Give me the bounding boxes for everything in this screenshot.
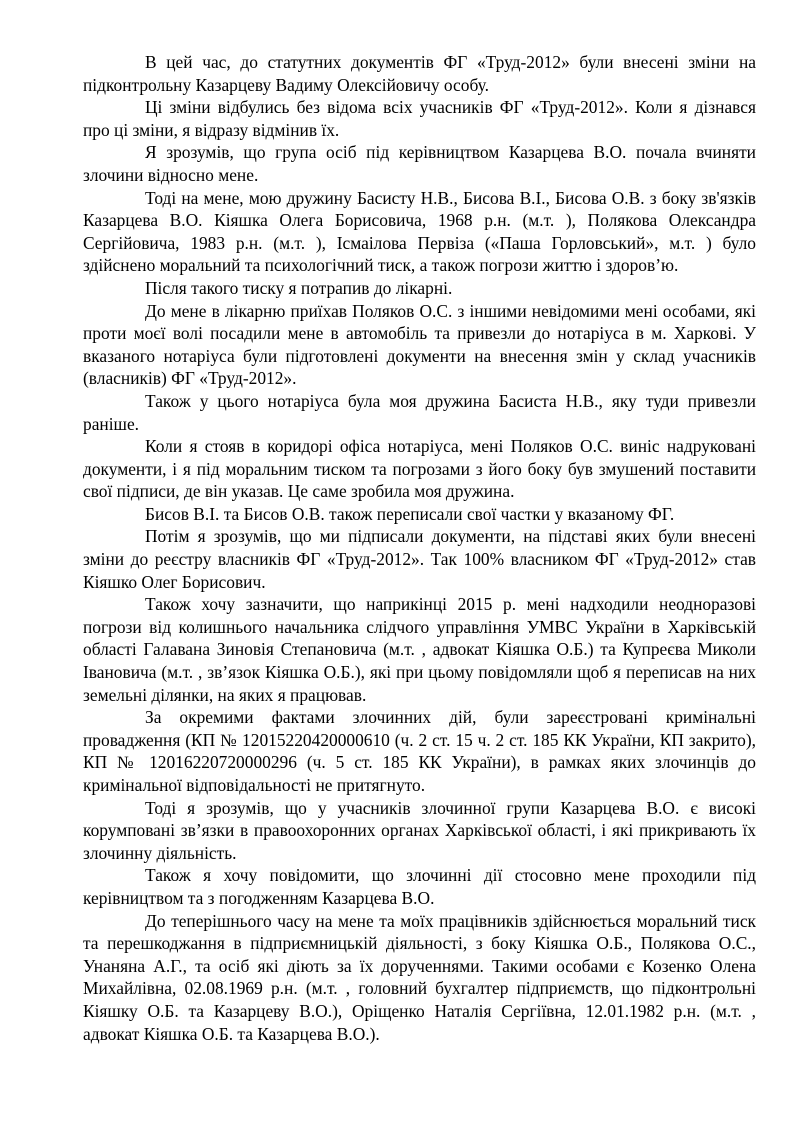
paragraph-15: До теперішнього часу на мене та моїх працівників здійснюється моральний тиск та перешкоджання в підприємницькій діяльності, з боку Кіяшка О.Б., Полякова О.С., Унаняна А.Г., та осіб які діють за їх дорученнями. Такими особами є Козенко Олена Михайлівна, 02.08.1969 р.н. (м.т. , головний бухгалтер підприємств, що підконтрольні Кіяшку О.Б. та Казарцеву В.О.), Оріщенко Наталія Сергіївна, 12.01.1982 р.н. (м.т. , адвокат Кіяшка О.Б. та Казарцева В.О.). bbox=[83, 910, 756, 1044]
paragraph-7: Також у цього нотаріуса була моя дружина Басиста Н.В., яку туди привезли раніше. bbox=[83, 390, 756, 434]
paragraph-13: Тоді я зрозумів, що у учасників злочинної групи Казарцева В.О. є високі корумповані зв’язки в правоохоронних органах Харківської області, і які прикривають їх злочинну діяльність. bbox=[83, 797, 756, 863]
paragraph-9: Бисов В.І. та Бисов О.В. також переписали свої частки у вказаному ФГ. bbox=[145, 503, 675, 524]
document-page bbox=[83, 51, 756, 1045]
paragraph-1: В цей час, до статутних документів ФГ «Труд-2012» були внесені зміни на підконтрольну Казарцеву Вадиму Олексійовичу особу. bbox=[83, 52, 756, 95]
paragraph-12: За окремими фактами злочинних дій, були зареєстровані кримінальні провадження (КП № 12015220420000610 (ч. 2 ст. 15 ч. 2 ст. 185 КК України, КП закрито), КП № 12016220720000296 (ч. 5 ст. 185 КК України), в рамках яких злочинців до кримінальної відповідальності не притягнуто. bbox=[83, 707, 756, 795]
paragraph-11: Також хочу зазначити, що наприкінці 2015 р. мені надходили неодноразові погрози від колишнього начальника слідчого управління УМВС України в Харківській області Галавана Зиновія Степановича (м.т. , адвокат Кіяшка О.Б.) та Купреєва Миколи Івановича (м.т. , зв’язок Кіяшка О.Б.), які при цьому повідомляли щоб я переписав на них земельні ділянки, на яких я працював. bbox=[83, 594, 756, 705]
paragraph-10: Потім я зрозумів, що ми підписали документи, на підставі яких були внесені зміни до реєстру власників ФГ «Труд-2012». Так 100% власником ФГ «Труд-2012» став Кіяшко Олег Борисович. bbox=[83, 526, 756, 592]
paragraph-6: До мене в лікарню приїхав Поляков О.С. з іншими невідомими мені особами, які проти моєї волі посадили мене в автомобіль та привезли до нотаріуса в м. Харкові. У вказаного нотаріуса були підготовлені документи на внесення змін у склад учасників (власників) ФГ «Труд-2012». bbox=[83, 300, 756, 389]
paragraph-2: Ці зміни відбулись без відома всіх учасників ФГ «Труд-2012». Коли я дізнався про ці зміни, я відразу відмінив їх. bbox=[83, 97, 756, 140]
paragraph-3: Я зрозумів, що група осіб під керівництвом Казарцева В.О. почала вчиняти злочини відносно мене. bbox=[83, 142, 756, 185]
paragraph-4: Тоді на мене, мою дружину Басисту Н.В., Бисова В.І., Бисова О.В. з боку зв'язків Казарцева В.О. Кіяшка Олега Борисовича, 1968 р.н. (м.т. ), Полякова Олександра Сергійовича, 1983 р.н. (м.т. ), Ісмаілова Первіза («Паша Горловський», м.т. ) було здійснено моральний та психологічний тиск, а також погрози життю і здоров’ю. bbox=[83, 187, 756, 276]
paragraph-8: Коли я стояв в коридорі офіса нотаріуса, мені Поляков О.С. виніс надруковані документи, і я під моральним тиском та погрозами з його боку був змушений поставити свої підписи, де він указав. Це саме зробила моя дружина. bbox=[83, 436, 756, 502]
paragraph-14: Також я хочу повідомити, що злочинні дії стосовно мене проходили під керівництвом та з погодженням Казарцева В.О. bbox=[83, 865, 756, 908]
paragraph-5: Після такого тиску я потрапив до лікарні. bbox=[145, 277, 453, 298]
